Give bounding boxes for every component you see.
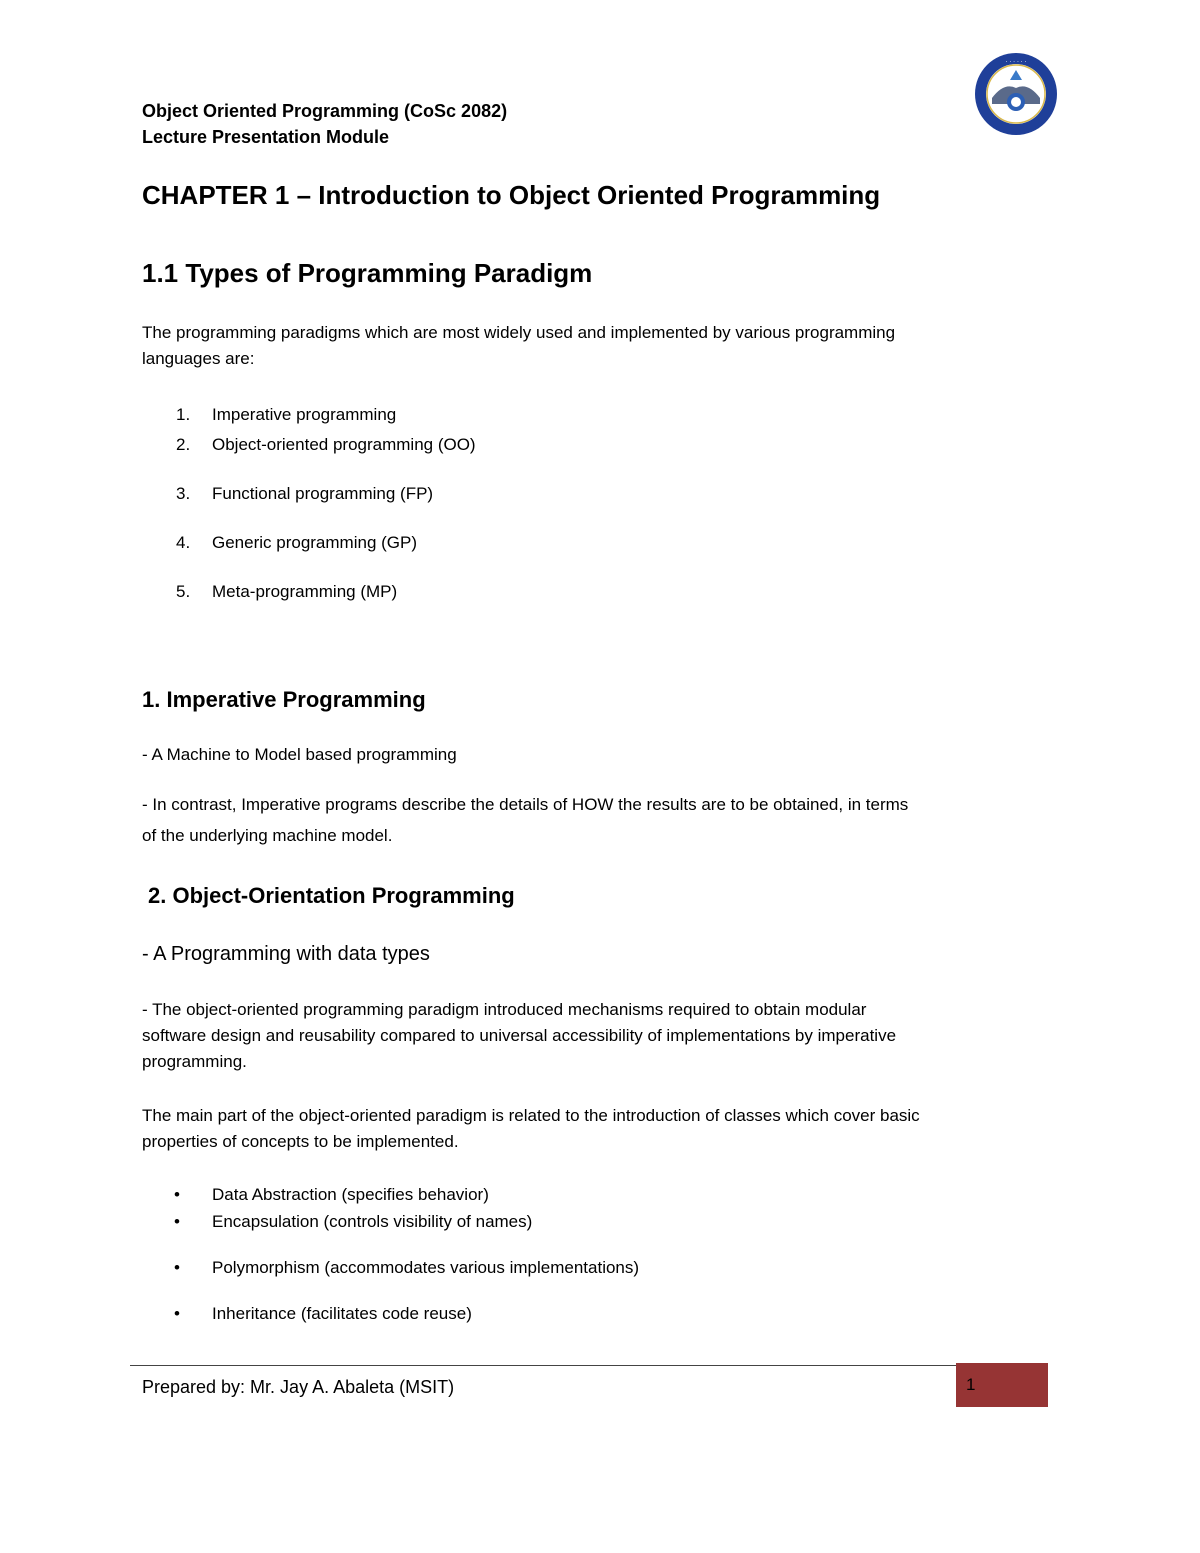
- footer-divider: [130, 1365, 1048, 1366]
- list-item: Functional programming (FP): [212, 484, 434, 503]
- list-item: Encapsulation (controls visibility of names): [212, 1212, 533, 1231]
- footer-prepared-by: Prepared by: Mr. Jay A. Abaleta (MSIT): [142, 1377, 455, 1397]
- list-item: Imperative programming: [212, 405, 397, 424]
- oop-paragraph-line: programming.: [142, 1052, 247, 1071]
- list-item: Inheritance (facilitates code reuse): [212, 1304, 472, 1323]
- oop-paragraph-line: The main part of the object-oriented paradigm is related to the introduction of classes which cover basic: [142, 1106, 920, 1125]
- list-item: Data Abstraction (specifies behavior): [212, 1185, 489, 1204]
- page-number: 1: [966, 1375, 976, 1394]
- imperative-heading: 1. Imperative Programming: [142, 687, 426, 712]
- imperative-point: of the underlying machine model.: [142, 826, 393, 845]
- list-item: Meta-programming (MP): [212, 582, 398, 601]
- list-number: 4.: [176, 533, 191, 552]
- list-item: Polymorphism (accommodates various implementations): [212, 1258, 640, 1277]
- imperative-point: - A Machine to Model based programming: [142, 745, 457, 764]
- page-number-box: [956, 1363, 1048, 1407]
- oop-subtitle: - A Programming with data types: [142, 943, 430, 965]
- intro-paragraph-line: languages are:: [142, 349, 255, 368]
- chapter-title: CHAPTER 1 – Introduction to Object Oriented Programming: [142, 180, 881, 210]
- list-item: Generic programming (GP): [212, 533, 418, 552]
- bullet-icon: •: [174, 1212, 180, 1231]
- bullet-icon: •: [174, 1258, 180, 1277]
- list-number: 3.: [176, 484, 191, 503]
- bullet-icon: •: [174, 1304, 180, 1323]
- bullet-icon: •: [174, 1185, 180, 1204]
- course-title: Object Oriented Programming (CoSc 2082): [142, 101, 508, 121]
- list-number: 2.: [176, 435, 191, 454]
- oop-paragraph-line: - The object-oriented programming paradigm introduced mechanisms required to obtain modular: [142, 1000, 867, 1019]
- module-title: Lecture Presentation Module: [142, 127, 390, 147]
- oop-paragraph-line: software design and reusability compared to universal accessibility of implementations by imperative: [142, 1026, 897, 1045]
- oop-paragraph-line: properties of concepts to be implemented.: [142, 1132, 459, 1151]
- list-number: 5.: [176, 582, 191, 601]
- list-item: Object-oriented programming (OO): [212, 435, 476, 454]
- intro-paragraph-line: The programming paradigms which are most widely used and implemented by various programming: [142, 323, 896, 342]
- university-seal-icon: [974, 52, 1058, 136]
- svg-text:· · · · · ·: · · · · · ·: [1005, 59, 1027, 66]
- list-number: 1.: [176, 405, 191, 424]
- imperative-point: - In contrast, Imperative programs describe the details of HOW the results are to be obtained, in terms: [142, 795, 909, 814]
- oop-heading: 2. Object-Orientation Programming: [148, 883, 515, 908]
- section-title: 1.1 Types of Programming Paradigm: [142, 258, 593, 288]
